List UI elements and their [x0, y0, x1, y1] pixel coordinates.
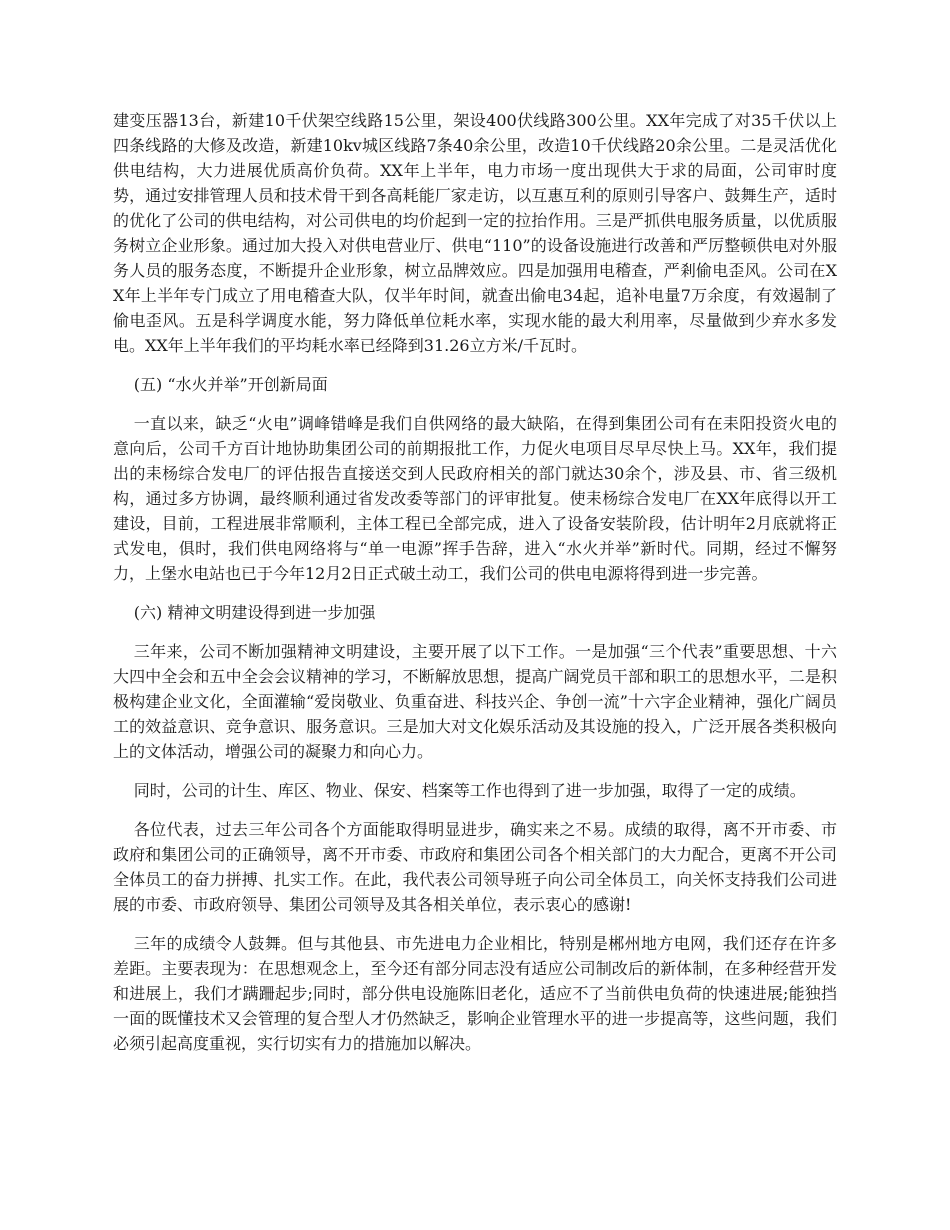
paragraph-other-work: 同时，公司的计生、库区、物业、保安、档案等工作也得到了进一步加强，取得了一定的成绩。 — [133, 781, 806, 800]
paragraph-thanks: 各位代表，过去三年公司各个方面能取得明显进步，确实来之不易。成绩的取得，离不开市委、市政府和集团公司的正确领导，离不开市委、市政府和集团公司各个相关部门的大力配合，更离不开公司全体员工的奋力拼搏、扎实工作。在此，我代表公司领导班子向公司全体员工，向关怀支持我们公司进展的市委、市政府领导、集团公司领导及其各相关单位，表示衷心的感谢! — [113, 820, 837, 914]
paragraph-thermal-power: 一直以来，缺乏“火电”调峰错峰是我们自供网络的最大缺陷，在得到集团公司有在耒阳投资火电的意向后，公司千方百计地协助集团公司的前期报批工作，力促火电项目尽早尽快上马。XX年，我们提出的耒杨综合发电厂的评估报告直接送交到人民政府相关的部门就达30余个，涉及县、市、省三级机构，通过多方协调，最终顺利通过省发改委等部门的评审批复。使耒杨综合发电厂在XX年底得以开工建设，目前，工程进展非常顺利，主体工程已全部完成，进入了设备安装阶段，估计明年2月底就将正式发电，俱时，我们供电网络将与“单一电源”挥手告辞，进入“水火并举”新时代。同期，经过不懈努力，上堡水电站也已于今年12月2日正式破土动工，我们公司的供电电源将得到进一步完善。 — [113, 414, 837, 583]
paragraph-power-grid-work: 建变压器13台，新建10千伏架空线路15公里，架设400伏线路300公里。XX年完成了对35千伏以上四条线路的大修及改造，新建10kv城区线路7条40余公里，改造10千伏线路20余公里。二是灵活优化供电结构，大力进展优质高价负荷。XX年上半年，电力市场一度出现供大于求的局面，公司审时度势，通过安排管理人员和技术骨干到各高耗能厂家走访，以互惠互利的原则引导客户、鼓舞生产，适时的优化了公司的供电结构，对公司供电的均价起到一定的拉抬作用。三是严抓供电服务质量，以优质服务树立企业形象。通过加大投入对供电营业厅、供电“110”的设备设施进行改善和严厉整顿供电对外服务人员的服务态度，不断提升企业形象，树立品牌效应。四是加强用电稽查，严剎偷电歪风。公司在XX年上半年专门成立了用电稽查大队，仅半年时间，就查出偷电34起，追补电量7万余度，有效遏制了偷电歪风。五是科学调度水能，努力降低单位耗水率，实现水能的最大利用率，尽量做到少弃水多发电。XX年上半年我们的平均耗水率已经降到31.26立方米/千瓦时。 — [113, 111, 837, 355]
paragraph-gaps: 三年的成绩令人鼓舞。但与其他县、市先进电力企业相比，特别是郴州地方电网，我们还存在许多差距。主要表现为：在思想观念上，至今还有部分同志没有适应公司制改后的新体制，在多种经营开发和进展上，我们才蹒跚起步;同时，部分供电设施陈旧老化，适应不了当前供电负荷的快速进展;能独挡一面的既懂技术又会管理的复合型人才仍然缺乏，影响企业管理水平的进一步提高等，这些问题，我们必须引起高度重视，实行切实有力的措施加以解决。 — [113, 934, 837, 1053]
section-heading-six: (六) 精神文明建设得到进一步加强 — [133, 603, 376, 622]
paragraph-spiritual-civilization: 三年来，公司不断加强精神文明建设，主要开展了以下工作。一是加强“三个代表”重要思想、十六大四中全会和五中全会会议精神的学习，不断解放思想，提高广阔党员干部和职工的思想水平，二是积极构建企业文化，全面灌输“爱岗敬业、负重奋进、科技兴企、争创一流”十六字企业精神，强化广阔员工的效益意识、竞争意识、服务意识。三是加大对文化娱乐活动及其设施的投入，广泛开展各类积极向上的文体活动，增强公司的凝聚力和向心力。 — [113, 642, 837, 761]
section-heading-five: (五) “水火并举”开创新局面 — [133, 375, 328, 394]
document-page — [113, 108, 837, 1070]
